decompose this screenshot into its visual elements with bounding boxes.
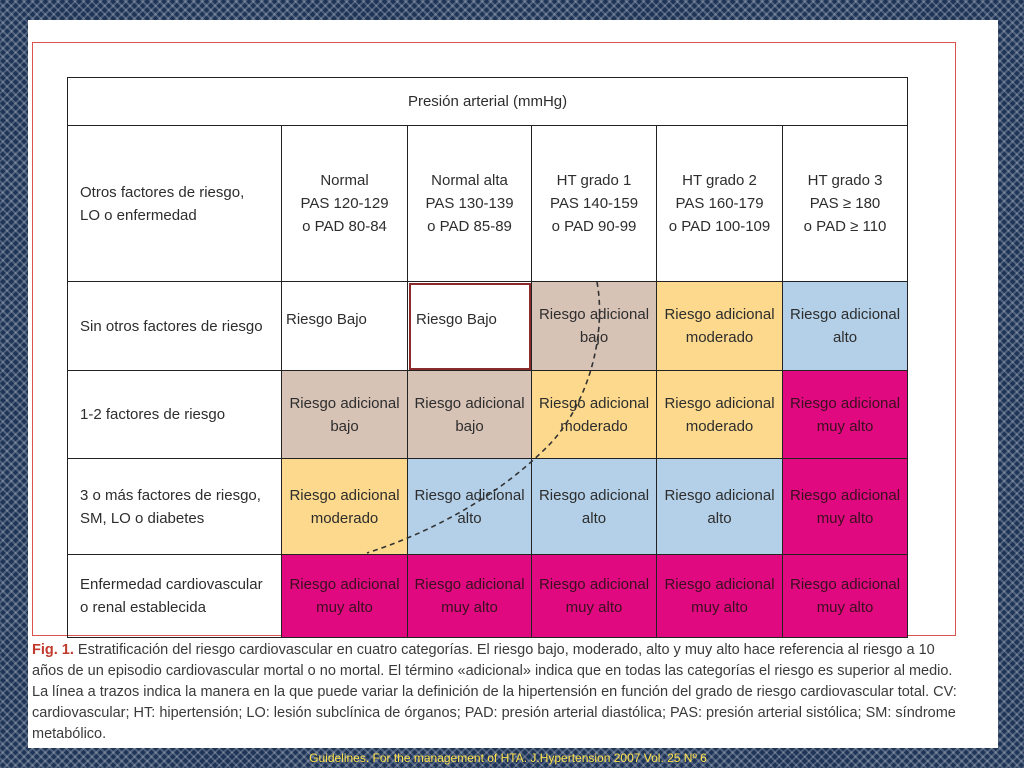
risk-cell: Riesgo adicional moderado [532, 371, 657, 459]
table-title: Presión arterial (mmHg) [68, 78, 908, 126]
risk-cell: Riesgo adicional muy alto [783, 459, 908, 555]
risk-cell: Riesgo adicional muy alto [783, 555, 908, 638]
row-label: 1-2 factores de riesgo [68, 371, 282, 459]
risk-cell: Riesgo adicional muy alto [282, 555, 408, 638]
column-header: HT grado 2 PAS 160-179 o PAD 100-109 [657, 126, 783, 282]
risk-cell: Riesgo adicional bajo [408, 371, 532, 459]
risk-cell: Riesgo adicional alto [408, 459, 532, 555]
risk-cell: Riesgo Bajo [282, 282, 408, 371]
row-label: Sin otros factores de riesgo [68, 282, 282, 371]
risk-table [67, 77, 908, 638]
risk-cell: Riesgo Bajo [408, 282, 532, 371]
risk-cell: Riesgo adicional muy alto [408, 555, 532, 638]
source-footer: Guidelines. For the management of HTA. J.Hypertension 2007 Vol. 25 Nº 6 [309, 751, 707, 765]
table-row [68, 459, 908, 555]
risk-cell: Riesgo adicional bajo [282, 371, 408, 459]
risk-cell: Riesgo adicional bajo [532, 282, 657, 371]
risk-cell: Riesgo adicional muy alto [532, 555, 657, 638]
caption-text: Estratificación del riesgo cardiovascular en cuatro categorías. El riesgo bajo, moderado, alto y muy alto hace referencia al riesgo a 10 años de un episodio cardiovascular mortal o no mortal. El término «adicional» indica que en todas las categorías el riesgo es superior al medio. La línea a trazos indica la manera en la que puede variar la definición de la hipertensión en función del grado de riesgo cardiovascular total. CV: cardiovascular; HT: hipertensión; LO: lesión subclínica de órganos; PAD: presión arterial diastólica; PAS: presión arterial sistólica; SM: síndrome metabólico. [32, 642, 957, 742]
table-row [68, 371, 908, 459]
risk-cell: Riesgo adicional muy alto [657, 555, 783, 638]
caption-label: Fig. 1. [32, 642, 74, 658]
row-label: 3 o más factores de riesgo, SM, LO o diabetes [68, 459, 282, 555]
figure-frame [32, 42, 956, 636]
risk-cell: Riesgo adicional muy alto [783, 371, 908, 459]
column-header: HT grado 1 PAS 140-159 o PAD 90-99 [532, 126, 657, 282]
figure-caption [32, 640, 962, 745]
row-label: Enfermedad cardiovascular o renal establecida [68, 555, 282, 638]
risk-cell: Riesgo adicional moderado [657, 282, 783, 371]
risk-cell: Riesgo adicional moderado [657, 371, 783, 459]
risk-cell: Riesgo adicional moderado [282, 459, 408, 555]
column-header: HT grado 3 PAS ≥ 180 o PAD ≥ 110 [783, 126, 908, 282]
risk-cell: Riesgo adicional alto [532, 459, 657, 555]
table-row [68, 282, 908, 371]
table-row [68, 555, 908, 638]
column-header: Normal PAS 120-129 o PAD 80-84 [282, 126, 408, 282]
risk-cell: Riesgo adicional alto [783, 282, 908, 371]
column-header: Normal alta PAS 130-139 o PAD 85-89 [408, 126, 532, 282]
slide [28, 20, 998, 748]
risk-cell: Riesgo adicional alto [657, 459, 783, 555]
corner-header: Otros factores de riesgo, LO o enfermedad [68, 126, 282, 282]
